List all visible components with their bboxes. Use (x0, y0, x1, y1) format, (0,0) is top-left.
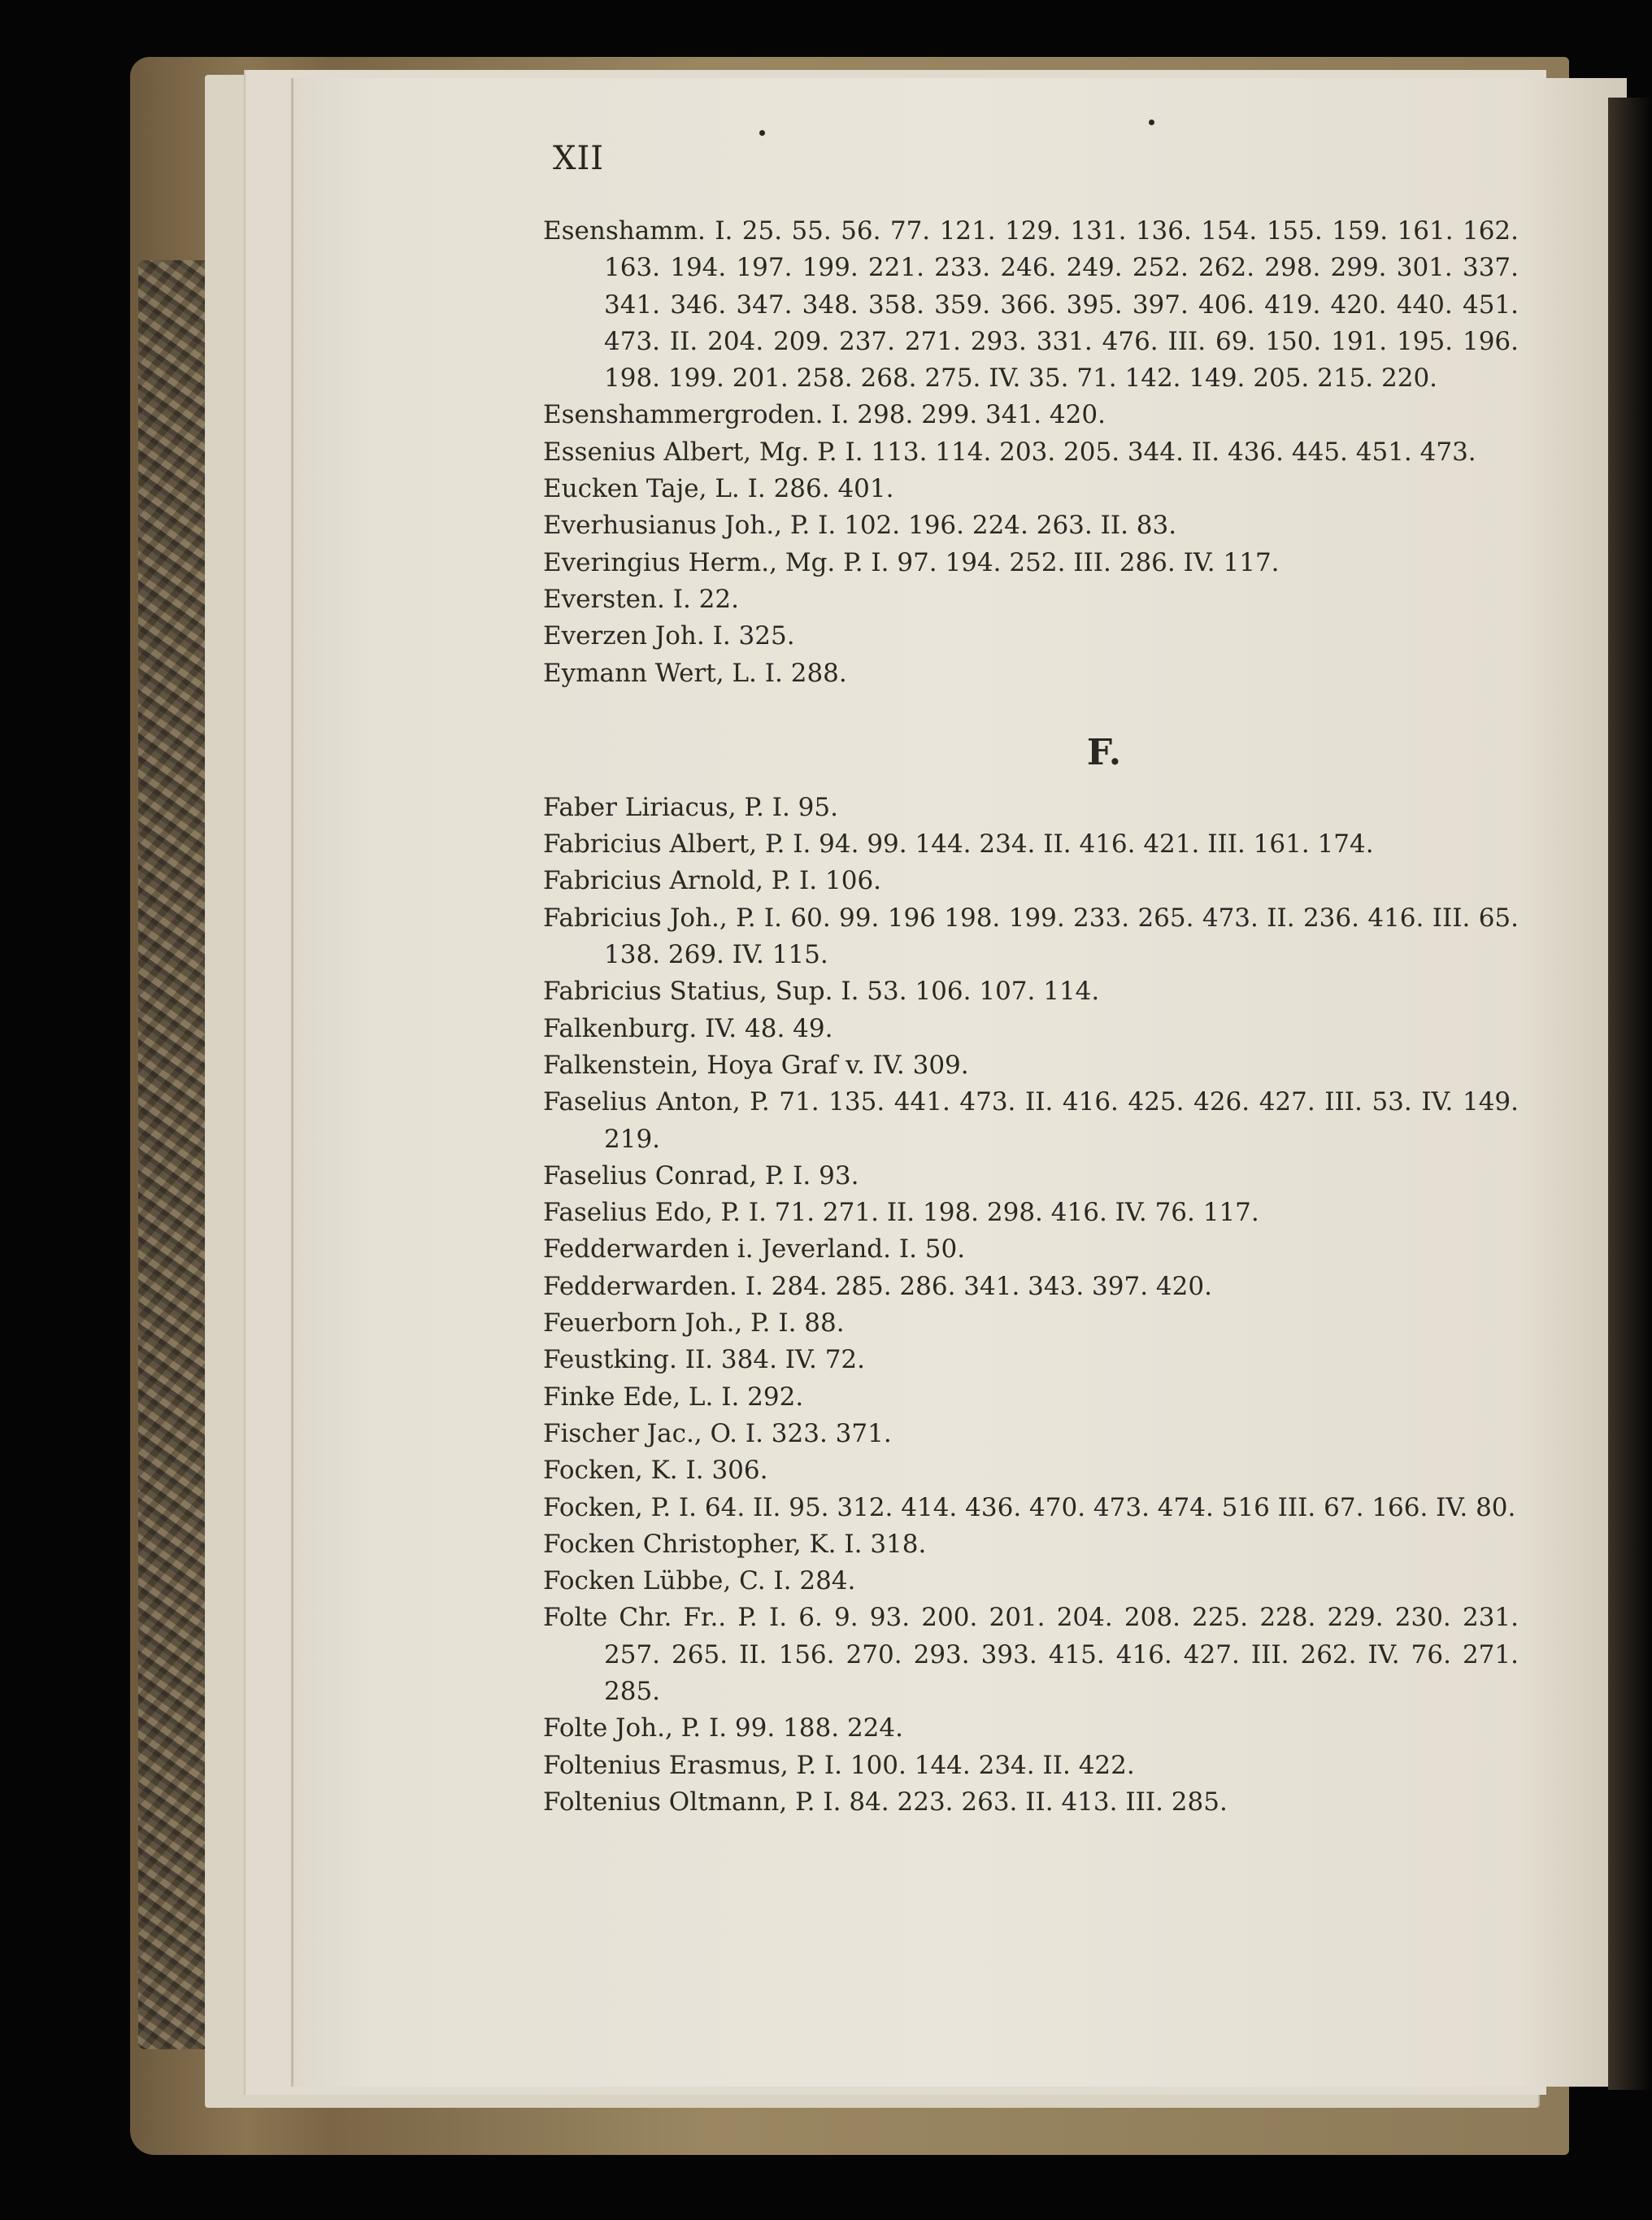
index-entry: Faselius Anton, P. 71. 135. 441. 473. II. 416. 425. 426. 427. III. 53. IV. 149. 219. (543, 1087, 1519, 1154)
index-entry: Finke Ede, L. I. 292. (543, 1382, 804, 1412)
index-entry: Foltenius Erasmus, P. I. 100. 144. 234. II. 422. (543, 1750, 1135, 1780)
print-dot (1149, 120, 1154, 125)
index-entry: Faselius Edo, P. I. 71. 271. II. 198. 298. 416. IV. 76. 117. (543, 1198, 1259, 1228)
index-entry: Esenshamm. I. 25. 55. 56. 77. 121. 129. 131. 136. 154. 155. 159. 161. 162. 163. 194. 197. 199. 221. 233. 246. 249. 252. 262. 298. 299. 301. 337. 341. 346. 347. 348. 358. 359. 366. 395. 397. 406. 419. 420. 440. 451. 473. II. 204. 209. 237. 271. 293. 331. 476. III. 69. 150. 191. 195. 196. 198. 199. 201. 258. 268. 275. IV. 35. 71. 142. 149. 205. 215. 220. (543, 216, 1519, 394)
index-entry: Focken, P. I. 64. II. 95. 312. 414. 436. 470. 473. 474. 516 III. 67. 166. IV. 80. (543, 1492, 1516, 1522)
index-entry: Feustking. II. 384. IV. 72. (543, 1345, 866, 1375)
index-entry: Focken Christopher, K. I. 318. (543, 1529, 927, 1559)
index-section-e (543, 213, 1519, 692)
page-number: XII (553, 140, 605, 177)
index-entry: Fedderwarden. I. 284. 285. 286. 341. 343. 397. 420. (543, 1271, 1212, 1301)
index-entry: Fabricius Albert, P. I. 94. 99. 144. 234. II. 416. 421. III. 161. 174. (543, 829, 1374, 860)
index-entry: Fabricius Arnold, P. I. 106. (543, 866, 882, 896)
index-entry: Fischer Jac., O. I. 323. 371. (543, 1418, 892, 1448)
print-dot (759, 130, 765, 136)
index-entry: Feuerborn Joh., P. I. 88. (543, 1308, 845, 1339)
index-entry: Eymann Wert, L. I. 288. (543, 658, 847, 688)
index-entry: Fabricius Statius, Sup. I. 53. 106. 107. 114. (543, 977, 1100, 1007)
index-entry: Eversten. I. 22. (543, 584, 739, 614)
index-entry: Esenshammergroden. I. 298. 299. 341. 420. (543, 400, 1106, 430)
index-entry: Faber Liriacus, P. I. 95. (543, 792, 838, 822)
index-entry: Everhusianus Joh., P. I. 102. 196. 224. 263. II. 83. (543, 511, 1177, 541)
index-entry: Eucken Taje, L. I. 286. 401. (543, 474, 894, 504)
page-gutter (1608, 98, 1652, 2090)
index-entry: Falkenburg. IV. 48. 49. (543, 1013, 833, 1043)
marbled-board (138, 260, 211, 2049)
index-entry: Essenius Albert, Mg. P. I. 113. 114. 203. 205. 344. II. 436. 445. 451. 473. (543, 437, 1476, 467)
index-entry: Falkenstein, Hoya Graf v. IV. 309. (543, 1050, 969, 1080)
index-entry: Focken, K. I. 306. (543, 1456, 768, 1486)
index-section-f (543, 728, 1519, 1821)
index-entry: Fabricius Joh., P. I. 60. 99. 196 198. 199. 233. 265. 473. II. 236. 416. III. 65. 138. 269. IV. 115. (543, 903, 1519, 970)
index-entry: Fedderwarden i. Jeverland. I. 50. (543, 1234, 966, 1265)
index-entry: Faselius Conrad, P. I. 93. (543, 1160, 859, 1191)
index-entry: Folte Joh., P. I. 99. 188. 224. (543, 1713, 903, 1743)
index-entry: Folte Chr. Fr.. P. I. 6. 9. 93. 200. 201. 204. 208. 225. 228. 229. 230. 231. 257. 265. II. 156. 270. 293. 393. 415. 416. 427. III. 262. IV. 76. 271. 285. (543, 1603, 1519, 1706)
index-entry: Everzen Joh. I. 325. (543, 621, 795, 651)
index-list (543, 213, 1519, 1821)
index-entry: Focken Lübbe, C. I. 284. (543, 1566, 856, 1596)
section-letter-heading: F. (1086, 731, 1122, 773)
index-entry: Foltenius Oltmann, P. I. 84. 223. 263. II. 413. III. 285. (543, 1787, 1228, 1817)
index-entry: Everingius Herm., Mg. P. I. 97. 194. 252. III. 286. IV. 117. (543, 547, 1280, 577)
